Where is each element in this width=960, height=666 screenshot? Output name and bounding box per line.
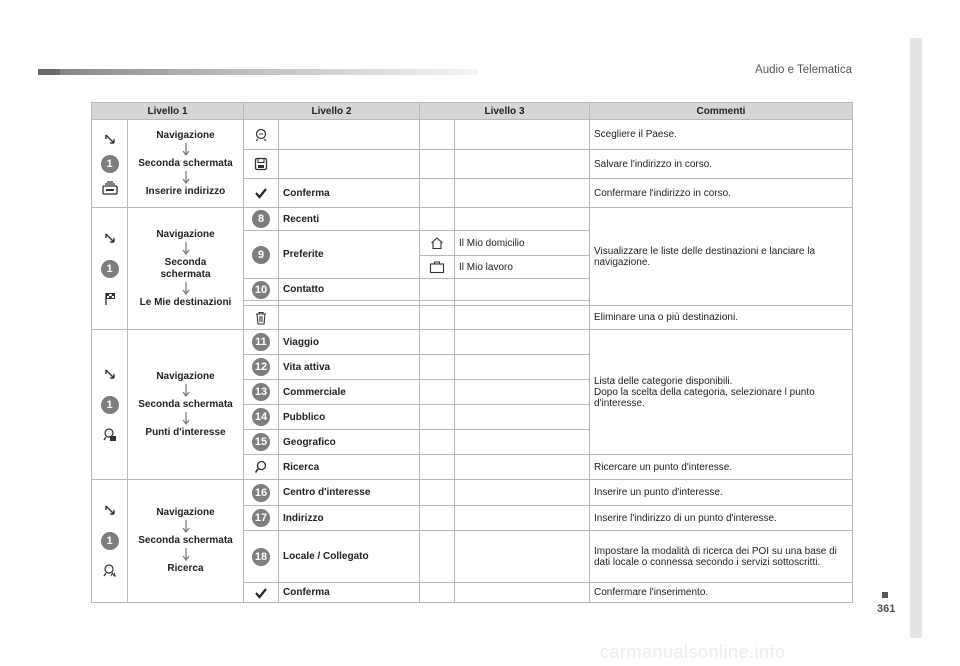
- search-icon: [254, 460, 268, 474]
- level2-icon-cell: [244, 405, 279, 430]
- flow-step-le-mie-destinazioni: Le Mie destinazioni: [139, 296, 232, 308]
- comment-cell: [590, 330, 853, 455]
- level2-icon-cell: [244, 231, 279, 279]
- level2-icon-cell: [244, 480, 279, 506]
- level2-label: Conferma: [279, 179, 420, 208]
- level2-icon-cell: [244, 179, 279, 208]
- level2-icon-cell: [244, 455, 279, 480]
- level3-label: [455, 480, 590, 506]
- flow-step-seconda-schermata: Seconda schermata: [138, 535, 233, 546]
- step-badge: 12: [252, 358, 270, 376]
- level1-icons: [92, 330, 128, 480]
- step-badge: 1: [101, 155, 119, 173]
- flow-arrow-icon: [180, 520, 192, 534]
- level2-label: [279, 306, 420, 330]
- comment-cell: Salvare l'indirizzo in corso.: [590, 150, 853, 179]
- step-badge: 18: [252, 548, 270, 566]
- flow-step-navigazione: Navigazione: [156, 507, 215, 518]
- level3-icon-cell: [420, 231, 455, 256]
- save-icon: [254, 157, 268, 171]
- level3-label: [455, 506, 590, 531]
- comment-cell: Confermare l'inserimento.: [590, 583, 853, 603]
- level3-icon-cell: [420, 506, 455, 531]
- level3-label: Il Mio domicilio: [455, 231, 590, 256]
- level2-label: Vita attiva: [279, 355, 420, 380]
- table-row: [92, 330, 853, 355]
- comment-cell: Scegliere il Paese.: [590, 120, 853, 150]
- level3-icon-cell: [420, 480, 455, 506]
- page-number: 361: [877, 603, 896, 615]
- level2-label: [279, 120, 420, 150]
- flow-step-ricerca: Ricerca: [167, 563, 204, 574]
- home-icon: [430, 236, 444, 250]
- level2-label: [279, 150, 420, 179]
- level3-label: [455, 583, 590, 603]
- column-header-livello-3: Livello 3: [420, 103, 590, 120]
- level2-icon-cell: [244, 120, 279, 150]
- comment-line: Dopo la scelta della categoria, selezionare l punto d'interesse.: [594, 386, 815, 409]
- level3-label: [455, 150, 590, 179]
- level2-label: Preferite: [279, 231, 420, 279]
- watermark: carmanualsonline.info: [600, 642, 786, 662]
- level3-icon-cell: [420, 405, 455, 430]
- step-badge: 14: [252, 408, 270, 426]
- table-row: [92, 208, 853, 231]
- comment-cell: Impostare la modalità di ricerca dei POI su una base di dati locale o connessa secondo i servizi sottoscritti.: [590, 531, 853, 583]
- level3-icon-cell: [420, 583, 455, 603]
- flow-step-punti-interesse: Punti d'interesse: [145, 426, 226, 438]
- level2-label: Ricerca: [279, 455, 420, 480]
- comment-cell: Inserire un punto d'interesse.: [590, 480, 853, 506]
- level2-icon-cell: [244, 306, 279, 330]
- step-badge: 10: [252, 281, 270, 299]
- table-row: [92, 480, 853, 506]
- flow-arrow-icon: [180, 412, 192, 426]
- level3-icon-cell: [420, 355, 455, 380]
- level1-icons: [92, 208, 128, 330]
- flow-step-navigazione: Navigazione: [156, 370, 215, 382]
- level3-label: [455, 430, 590, 455]
- level3-icon-cell: [420, 380, 455, 405]
- section-title: Audio e Telematica: [755, 64, 852, 76]
- level2-label: Indirizzo: [279, 506, 420, 531]
- step-badge: 11: [252, 333, 270, 351]
- header-decoration-bar: [38, 69, 478, 75]
- navigation-arrow-icon: [103, 504, 117, 518]
- level3-icon-cell: [420, 306, 455, 330]
- step-badge: 1: [101, 260, 119, 278]
- level1-icons: [92, 120, 128, 208]
- level2-icon-cell: [244, 531, 279, 583]
- page-side-strip: [910, 38, 922, 638]
- checkmark-icon: [254, 586, 268, 600]
- flow-step-navigazione: Navigazione: [156, 129, 215, 141]
- level3-icon-cell: [420, 208, 455, 231]
- step-badge: 17: [252, 509, 270, 527]
- flow-step-seconda-schermata: Seconda schermata: [138, 398, 233, 410]
- column-header-livello-1: Livello 1: [92, 103, 244, 120]
- level3-icon-cell: [420, 256, 455, 279]
- level2-label: Recenti: [279, 208, 420, 231]
- level3-label: [455, 120, 590, 150]
- trash-icon: [254, 311, 268, 325]
- level3-label: [455, 355, 590, 380]
- level3-icon-cell: [420, 455, 455, 480]
- destination-flag-icon: [103, 292, 117, 306]
- navigation-arrow-icon: [103, 133, 117, 147]
- flow-arrow-icon: [180, 143, 192, 157]
- comment-cell: Confermare l'indirizzo in corso.: [590, 179, 853, 208]
- text-search-icon: [103, 564, 117, 578]
- poi-search-icon: [103, 428, 117, 442]
- level1-flow: [128, 330, 244, 480]
- level3-icon-cell: [420, 330, 455, 355]
- comment-cell: Inserire l'indirizzo di un punto d'interesse.: [590, 506, 853, 531]
- column-header-livello-2: Livello 2: [244, 103, 420, 120]
- step-badge: 15: [252, 433, 270, 451]
- flow-arrow-icon: [180, 282, 192, 296]
- level3-label: [455, 455, 590, 480]
- flow-arrow-icon: [180, 384, 192, 398]
- level3-label: [455, 531, 590, 583]
- flow-step-seconda-schermata: Seconda schermata: [138, 157, 233, 169]
- level2-icon-cell: [244, 208, 279, 231]
- level1-flow: [128, 208, 244, 330]
- level2-label: Pubblico: [279, 405, 420, 430]
- level2-icon-cell: [244, 150, 279, 179]
- level2-icon-cell: [244, 355, 279, 380]
- level3-icon-cell: [420, 120, 455, 150]
- column-header-commenti: Commenti: [590, 103, 853, 120]
- level2-label: Conferma: [279, 583, 420, 603]
- address-entry-icon: [102, 181, 118, 195]
- level2-label: Viaggio: [279, 330, 420, 355]
- level3-label: [455, 279, 590, 301]
- level2-icon-cell: [244, 506, 279, 531]
- level2-label: Centro d'interesse: [279, 480, 420, 506]
- level1-flow: [128, 480, 244, 603]
- step-badge: 13: [252, 383, 270, 401]
- comment-cell: Ricercare un punto d'interesse.: [590, 455, 853, 480]
- comment-cell: Visualizzare le liste delle destinazioni e lanciare la navigazione.: [590, 208, 853, 306]
- level3-label: [455, 380, 590, 405]
- step-badge: 8: [252, 210, 270, 228]
- flow-arrow-icon: [180, 242, 192, 256]
- navigation-arrow-icon: [103, 232, 117, 246]
- level3-icon-cell: [420, 430, 455, 455]
- level3-label: [455, 405, 590, 430]
- level3-icon-cell: [420, 531, 455, 583]
- level2-icon-cell: [244, 380, 279, 405]
- level2-label: Locale / Collegato: [279, 531, 420, 583]
- comment-cell: Eliminare una o più destinazioni.: [590, 306, 853, 330]
- navigation-arrow-icon: [103, 368, 117, 382]
- step-badge: 1: [101, 532, 119, 550]
- level3-label: [455, 330, 590, 355]
- table-row: [92, 120, 853, 150]
- level3-icon-cell: [420, 279, 455, 301]
- country-select-icon: [254, 128, 268, 142]
- level2-icon-cell: [244, 430, 279, 455]
- menu-table: [91, 102, 853, 603]
- step-badge: 9: [252, 246, 270, 264]
- flow-step-inserire-indirizzo: Inserire indirizzo: [145, 185, 226, 197]
- level3-icon-cell: [420, 150, 455, 179]
- page-marker: [882, 592, 888, 598]
- level3-label: [455, 179, 590, 208]
- level2-icon-cell: [244, 279, 279, 301]
- flow-arrow-icon: [180, 171, 192, 185]
- comment-line: Lista delle categorie disponibili.: [594, 375, 733, 387]
- header-bar-dark-segment: [38, 69, 60, 75]
- checkmark-icon: [254, 186, 268, 200]
- level3-label: [455, 208, 590, 231]
- level2-label: Commerciale: [279, 380, 420, 405]
- flow-step-seconda-schermata: Seconda schermata: [160, 256, 211, 280]
- level3-label: [455, 306, 590, 330]
- step-badge: 16: [252, 484, 270, 502]
- briefcase-icon: [429, 260, 445, 274]
- table-header-row: [92, 103, 853, 120]
- level1-icons: [92, 480, 128, 603]
- level2-label: Contatto: [279, 279, 420, 301]
- level1-flow: [128, 120, 244, 208]
- step-badge: 1: [101, 396, 119, 414]
- level2-icon-cell: [244, 330, 279, 355]
- flow-step-navigazione: Navigazione: [156, 228, 215, 240]
- level2-icon-cell: [244, 583, 279, 603]
- flow-arrow-icon: [180, 548, 192, 562]
- level3-icon-cell: [420, 179, 455, 208]
- level2-label: Geografico: [279, 430, 420, 455]
- level3-label: Il Mio lavoro: [455, 256, 590, 279]
